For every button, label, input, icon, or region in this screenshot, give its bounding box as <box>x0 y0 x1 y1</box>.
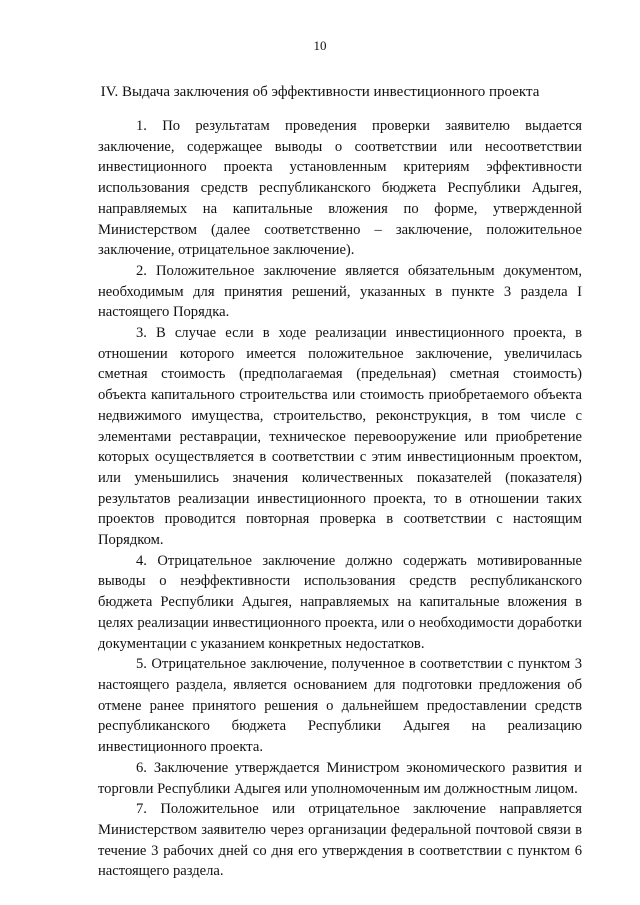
paragraph-7: 7. Положительное или отрицательное заключение направляется Министерством заявителю через организации федеральной почтовой связи в течение 3 рабочих дней со дня его утверждения в соответствии с пунктом 6 настоящего раздела. <box>98 801 582 880</box>
section-title: IV. Выдача заключения об эффективности инвестиционного проекта <box>100 84 540 100</box>
paragraph-3: 3. В случае если в ходе реализации инвестиционного проекта, в отношении которого имеется положительное заключение, увеличилась сметная стоимость (предполагаемая (предельная) сметная стоимость) объекта капитального строительства или стоимость приобретаемого объекта недвижимого имущества, строительство, реконструкция, в том числе с элементами реставрации, техническое перевооружение или приобретение которых осуществляется в соответствии с этим инвестиционным проектом, или уменьшились значения количественных показателей (показателя) результатов реализации инвестиционного проекта, то в отношении таких проектов проводится повторная проверка в соответствии с настоящим Порядком. <box>98 325 582 549</box>
paragraph-4: 4. Отрицательное заключение должно содержать мотивированные выводы о неэффективности использования средств республиканского бюджета Республики Адыгея, направляемых на капитальные вложения в целях реализации инвестиционного проекта, или о необходимости доработки документации с указанием конкретных недостатков. <box>98 552 582 652</box>
paragraph-5: 5. Отрицательное заключение, полученное в соответствии с пунктом 3 настоящего раздела, является основанием для подготовки предложения об отмене ранее принятого решения о дальнейшем предоставлении средств республиканского бюджета Республики Адыгея на реализацию инвестиционного проекта. <box>98 656 582 756</box>
document-body <box>98 116 582 882</box>
page-number: 10 <box>313 38 327 53</box>
paragraph-2: 2. Положительное заключение является обязательным документом, необходимым для принятия решений, указанных в пункте 3 раздела I настоящего Порядка. <box>98 262 582 321</box>
paragraph-6: 6. Заключение утверждается Министром экономического развития и торговли Республики Адыгея или уполномоченным им должностным лицом. <box>98 759 582 797</box>
paragraph-1: 1. По результатам проведения проверки заявителю выдается заключение, содержащее выводы о соответствии или несоответствии инвестиционного проекта установленным критериям эффективности использования средств республиканского бюджета Республики Адыгея, направляемых на капитальные вложения по форме, утвержденной Министерством (далее соответственно – заключение, положительное заключение, отрицательное заключение). <box>98 118 582 259</box>
